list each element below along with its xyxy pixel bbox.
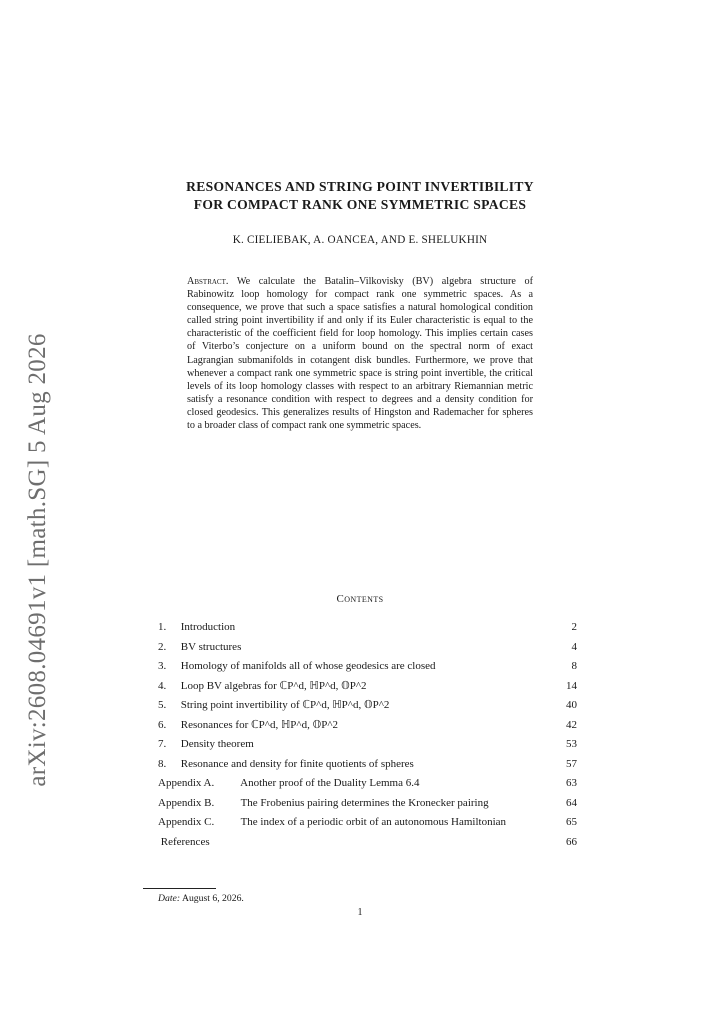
toc-entry-number: Appendix B.: [158, 796, 215, 809]
toc-entry: [158, 679, 577, 699]
toc-entry: [158, 640, 577, 660]
date-footnote: [158, 893, 244, 904]
title-line-2: FOR COMPACT RANK ONE SYMMETRIC SPACES: [193, 197, 527, 212]
toc-entry-page: 8: [571, 660, 577, 672]
toc-entry-page: 4: [571, 640, 577, 653]
toc-entry: [158, 698, 577, 718]
toc-entry: [158, 737, 577, 757]
toc-entry-number: Appendix C.: [158, 816, 215, 828]
toc-entry-number: 7.: [158, 738, 167, 750]
toc-entry-title: References: [160, 835, 210, 848]
toc-entry: [158, 757, 577, 777]
toc-entry-title: The index of a periodic orbit of an autonomous Hamiltonian: [240, 816, 507, 828]
toc-entry-title: Density theorem: [180, 738, 254, 750]
toc-entry-number: 5.: [158, 699, 167, 711]
toc-entry-page: 2: [571, 621, 577, 633]
toc-entry-page: 64: [566, 796, 577, 809]
toc-entry-title: The Frobenius pairing determines the Kronecker pairing: [240, 796, 489, 809]
toc-entry-number: 1.: [158, 621, 167, 633]
footnote-label: Date:: [158, 893, 181, 904]
toc-entry-page: 66: [566, 835, 577, 848]
toc-entry-title: String point invertibility of ℂP^d, ℍP^d, 𝕆P^2: [180, 699, 390, 711]
toc-entry-title: Homology of manifolds all of whose geodesics are closed: [180, 660, 436, 672]
toc-entry-page: 40: [566, 699, 577, 711]
footnote-text: August 6, 2026.: [181, 893, 244, 904]
arxiv-identifier: arXiv:2608.04691v1 [math.SG] 5 Aug 2026: [24, 333, 51, 787]
toc-entry-title: Another proof of the Duality Lemma 6.4: [240, 777, 420, 789]
author-list: K. CIELIEBAK, A. OANCEA, AND E. SHELUKHIN: [232, 234, 488, 246]
toc-entry-page: 63: [566, 777, 577, 789]
abstract-text: We calculate the Batalin–Vilkovisky (BV) algebra structure of Rabinowitz loop homology for compact rank one symmetric spaces. As a consequence, we prove that such a space satisfies a natural homological condition called string point invertibility if and only if its Euler characteristic is equal to the characteristic of the coefficient field for loop homology. This implies certain cases of Viterbo’s conjecture on a uniform bound on the spectral norm of exact Lagrangian submanifolds in cotangent disk bundles. Furthermore, we prove that whenever a compact rank one symmetric space is string point invertible, the critical levels of its loop homology classes with respect to an arbitrary Riemannian metric satisfy a resonance condition with respect to degrees and a density condition for closed geodesics. This generalizes results of Hingston and Rademacher for spheres to a broader class of compact rank one symmetric spaces.: [187, 276, 533, 432]
footnote-rule: [143, 888, 216, 889]
abstract-label: Abstract.: [187, 276, 229, 287]
toc-entry: [158, 620, 577, 640]
toc-entry-number: 3.: [158, 660, 167, 672]
toc-entry-title: Loop BV algebras for ℂP^d, ℍP^d, 𝕆P^2: [180, 679, 367, 692]
arxiv-sidebar-stamp: [16, 335, 60, 785]
toc-entry: [158, 718, 577, 738]
toc-entry-number: 4.: [158, 679, 167, 692]
page-number: 1: [357, 907, 363, 918]
toc-entry: [158, 776, 577, 796]
table-of-contents: [158, 620, 577, 854]
toc-entry-page: 53: [566, 738, 577, 750]
title-line-1: RESONANCES AND STRING POINT INVERTIBILITY: [186, 179, 534, 194]
toc-entry-title: Resonances for ℂP^d, ℍP^d, 𝕆P^2: [180, 718, 339, 731]
toc-entry: [158, 796, 577, 816]
paper-title: [120, 178, 600, 214]
toc-entry-title: Introduction: [180, 621, 236, 633]
toc-entry-page: 14: [566, 679, 577, 692]
contents-heading: Contents: [336, 593, 384, 605]
toc-entry-number: 8.: [158, 757, 167, 770]
toc-entry: [158, 835, 577, 855]
toc-entry-page: 42: [566, 718, 577, 731]
toc-entry-title: BV structures: [180, 640, 242, 653]
toc-entry-number: 2.: [158, 640, 167, 653]
toc-entry: [158, 659, 577, 679]
toc-entry-number: Appendix A.: [158, 777, 215, 789]
toc-entry-page: 65: [566, 816, 577, 828]
toc-entry-number: 6.: [158, 718, 167, 731]
toc-entry-title: Resonance and density for finite quotients of spheres: [180, 757, 414, 770]
toc-entry: [158, 815, 577, 835]
toc-entry-page: 57: [566, 757, 577, 770]
abstract: [187, 275, 533, 432]
